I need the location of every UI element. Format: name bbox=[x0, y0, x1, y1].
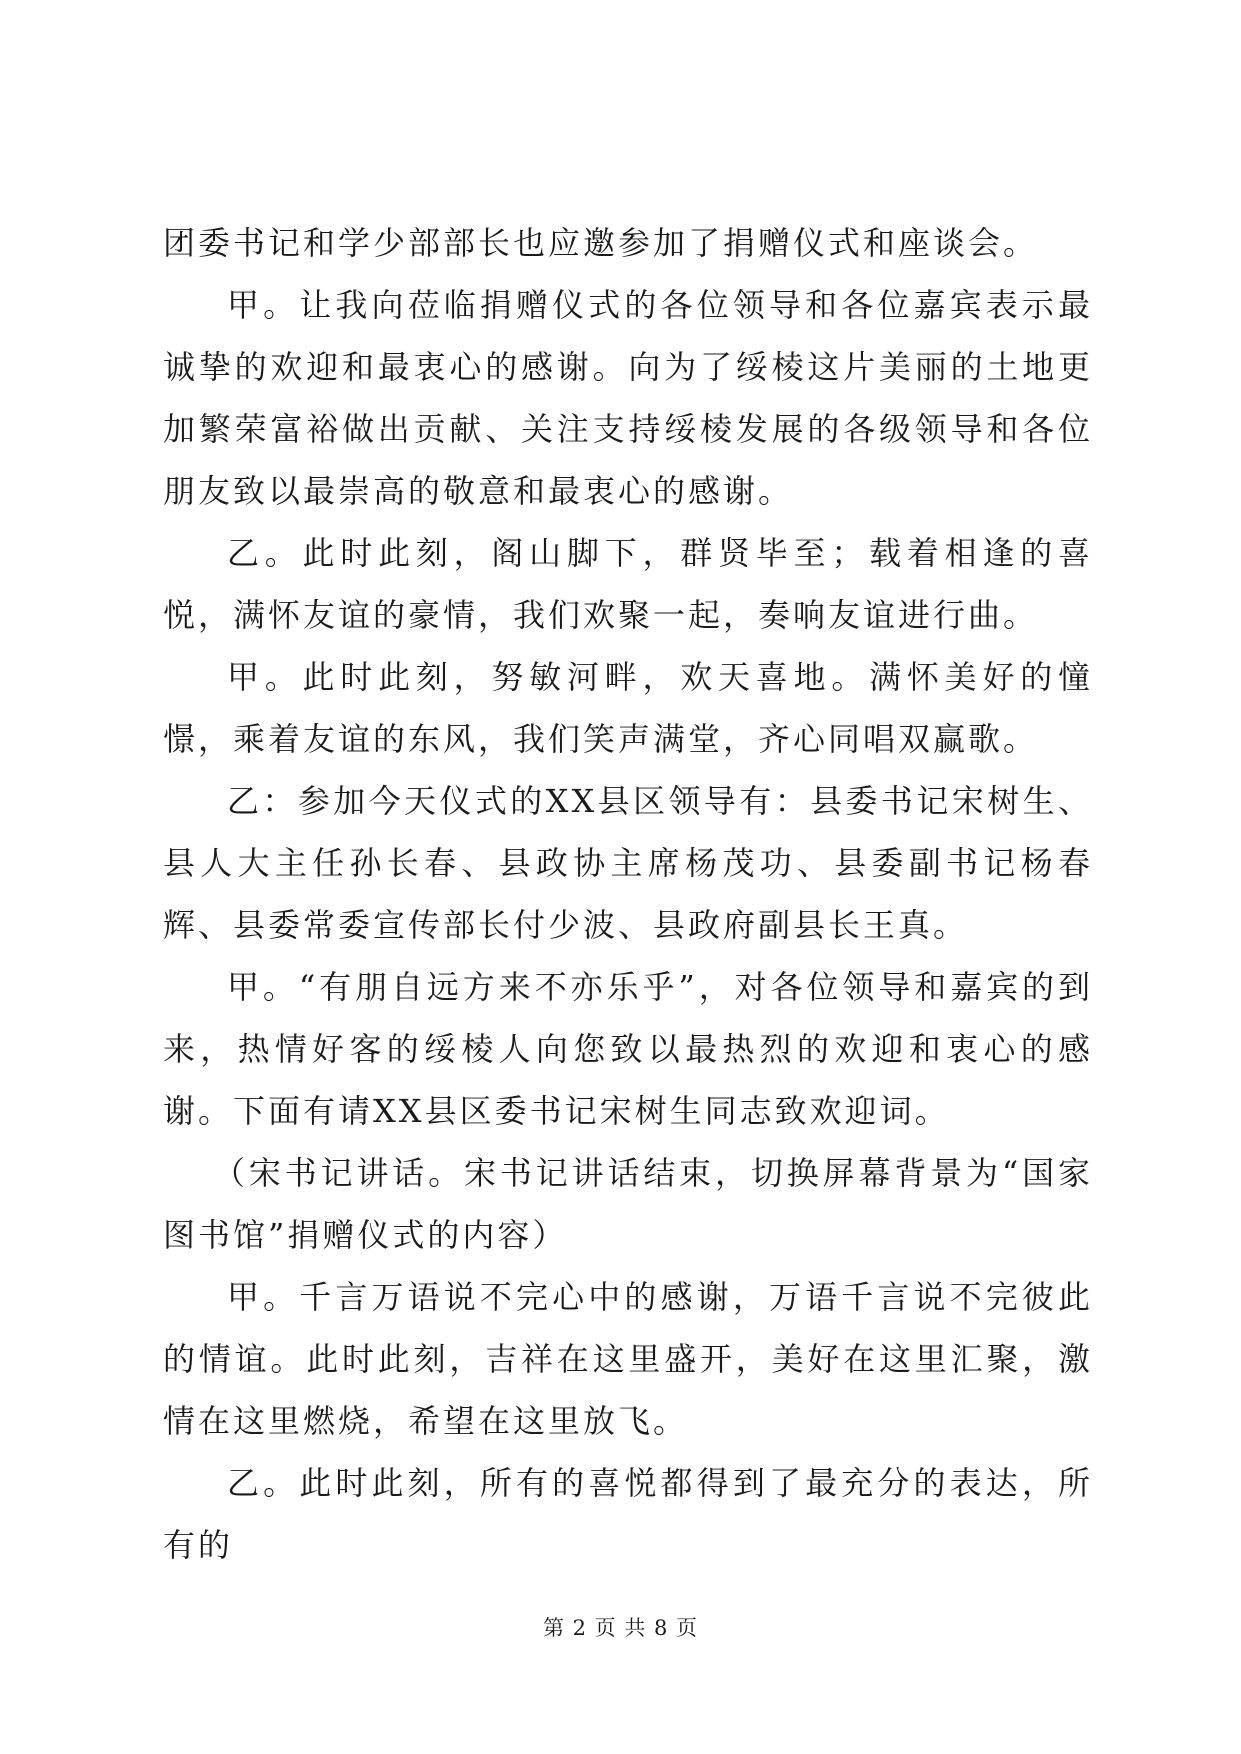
page-number-label: 第 2 页 共 8 页 bbox=[542, 1616, 699, 1640]
page-footer bbox=[0, 1612, 1241, 1642]
paragraph-3: 乙。此时此刻，阁山脚下，群贤毕至；载着相逢的喜悦，满怀友谊的豪情，我们欢聚一起，奏响友谊进行曲。 bbox=[163, 534, 1093, 634]
paragraph-2: 甲。让我向莅临捐赠仪式的各位领导和各位嘉宾表示最诚挚的欢迎和最衷心的感谢。向为了绥棱这片美丽的土地更加繁荣富裕做出贡献、关注支持绥棱发展的各级领导和各位朋友致以最崇高的敬意和最衷心的感谢。 bbox=[163, 286, 1093, 510]
paragraph-7-stage-direction: （宋书记讲话。宋书记讲话结束，切换屏幕背景为“国家图书馆”捐赠仪式的内容） bbox=[163, 1154, 1093, 1254]
paragraph-5: 乙：参加今天仪式的XX县区领导有：县委书记宋树生、县人大主任孙长春、县政协主席杨茂功、县委副书记杨春辉、县委常委宣传部长付少波、县政府副县长王真。 bbox=[163, 782, 1093, 944]
document-body bbox=[163, 212, 1093, 1576]
paragraph-4: 甲。此时此刻，努敏河畔，欢天喜地。满怀美好的憧憬，乘着友谊的东风，我们笑声满堂，齐心同唱双赢歌。 bbox=[163, 658, 1093, 758]
paragraph-9: 乙。此时此刻，所有的喜悦都得到了最充分的表达，所有的 bbox=[163, 1464, 1093, 1564]
paragraph-6: 甲。“有朋自远方来不亦乐乎”，对各位领导和嘉宾的到来，热情好客的绥棱人向您致以最热烈的欢迎和衷心的感谢。下面有请XX县区委书记宋树生同志致欢迎词。 bbox=[163, 968, 1093, 1130]
paragraph-8: 甲。千言万语说不完心中的感谢，万语千言说不完彼此的情谊。此时此刻，吉祥在这里盛开，美好在这里汇聚，激情在这里燃烧，希望在这里放飞。 bbox=[163, 1278, 1093, 1440]
paragraph-1: 团委书记和学少部部长也应邀参加了捐赠仪式和座谈会。 bbox=[163, 224, 1039, 262]
